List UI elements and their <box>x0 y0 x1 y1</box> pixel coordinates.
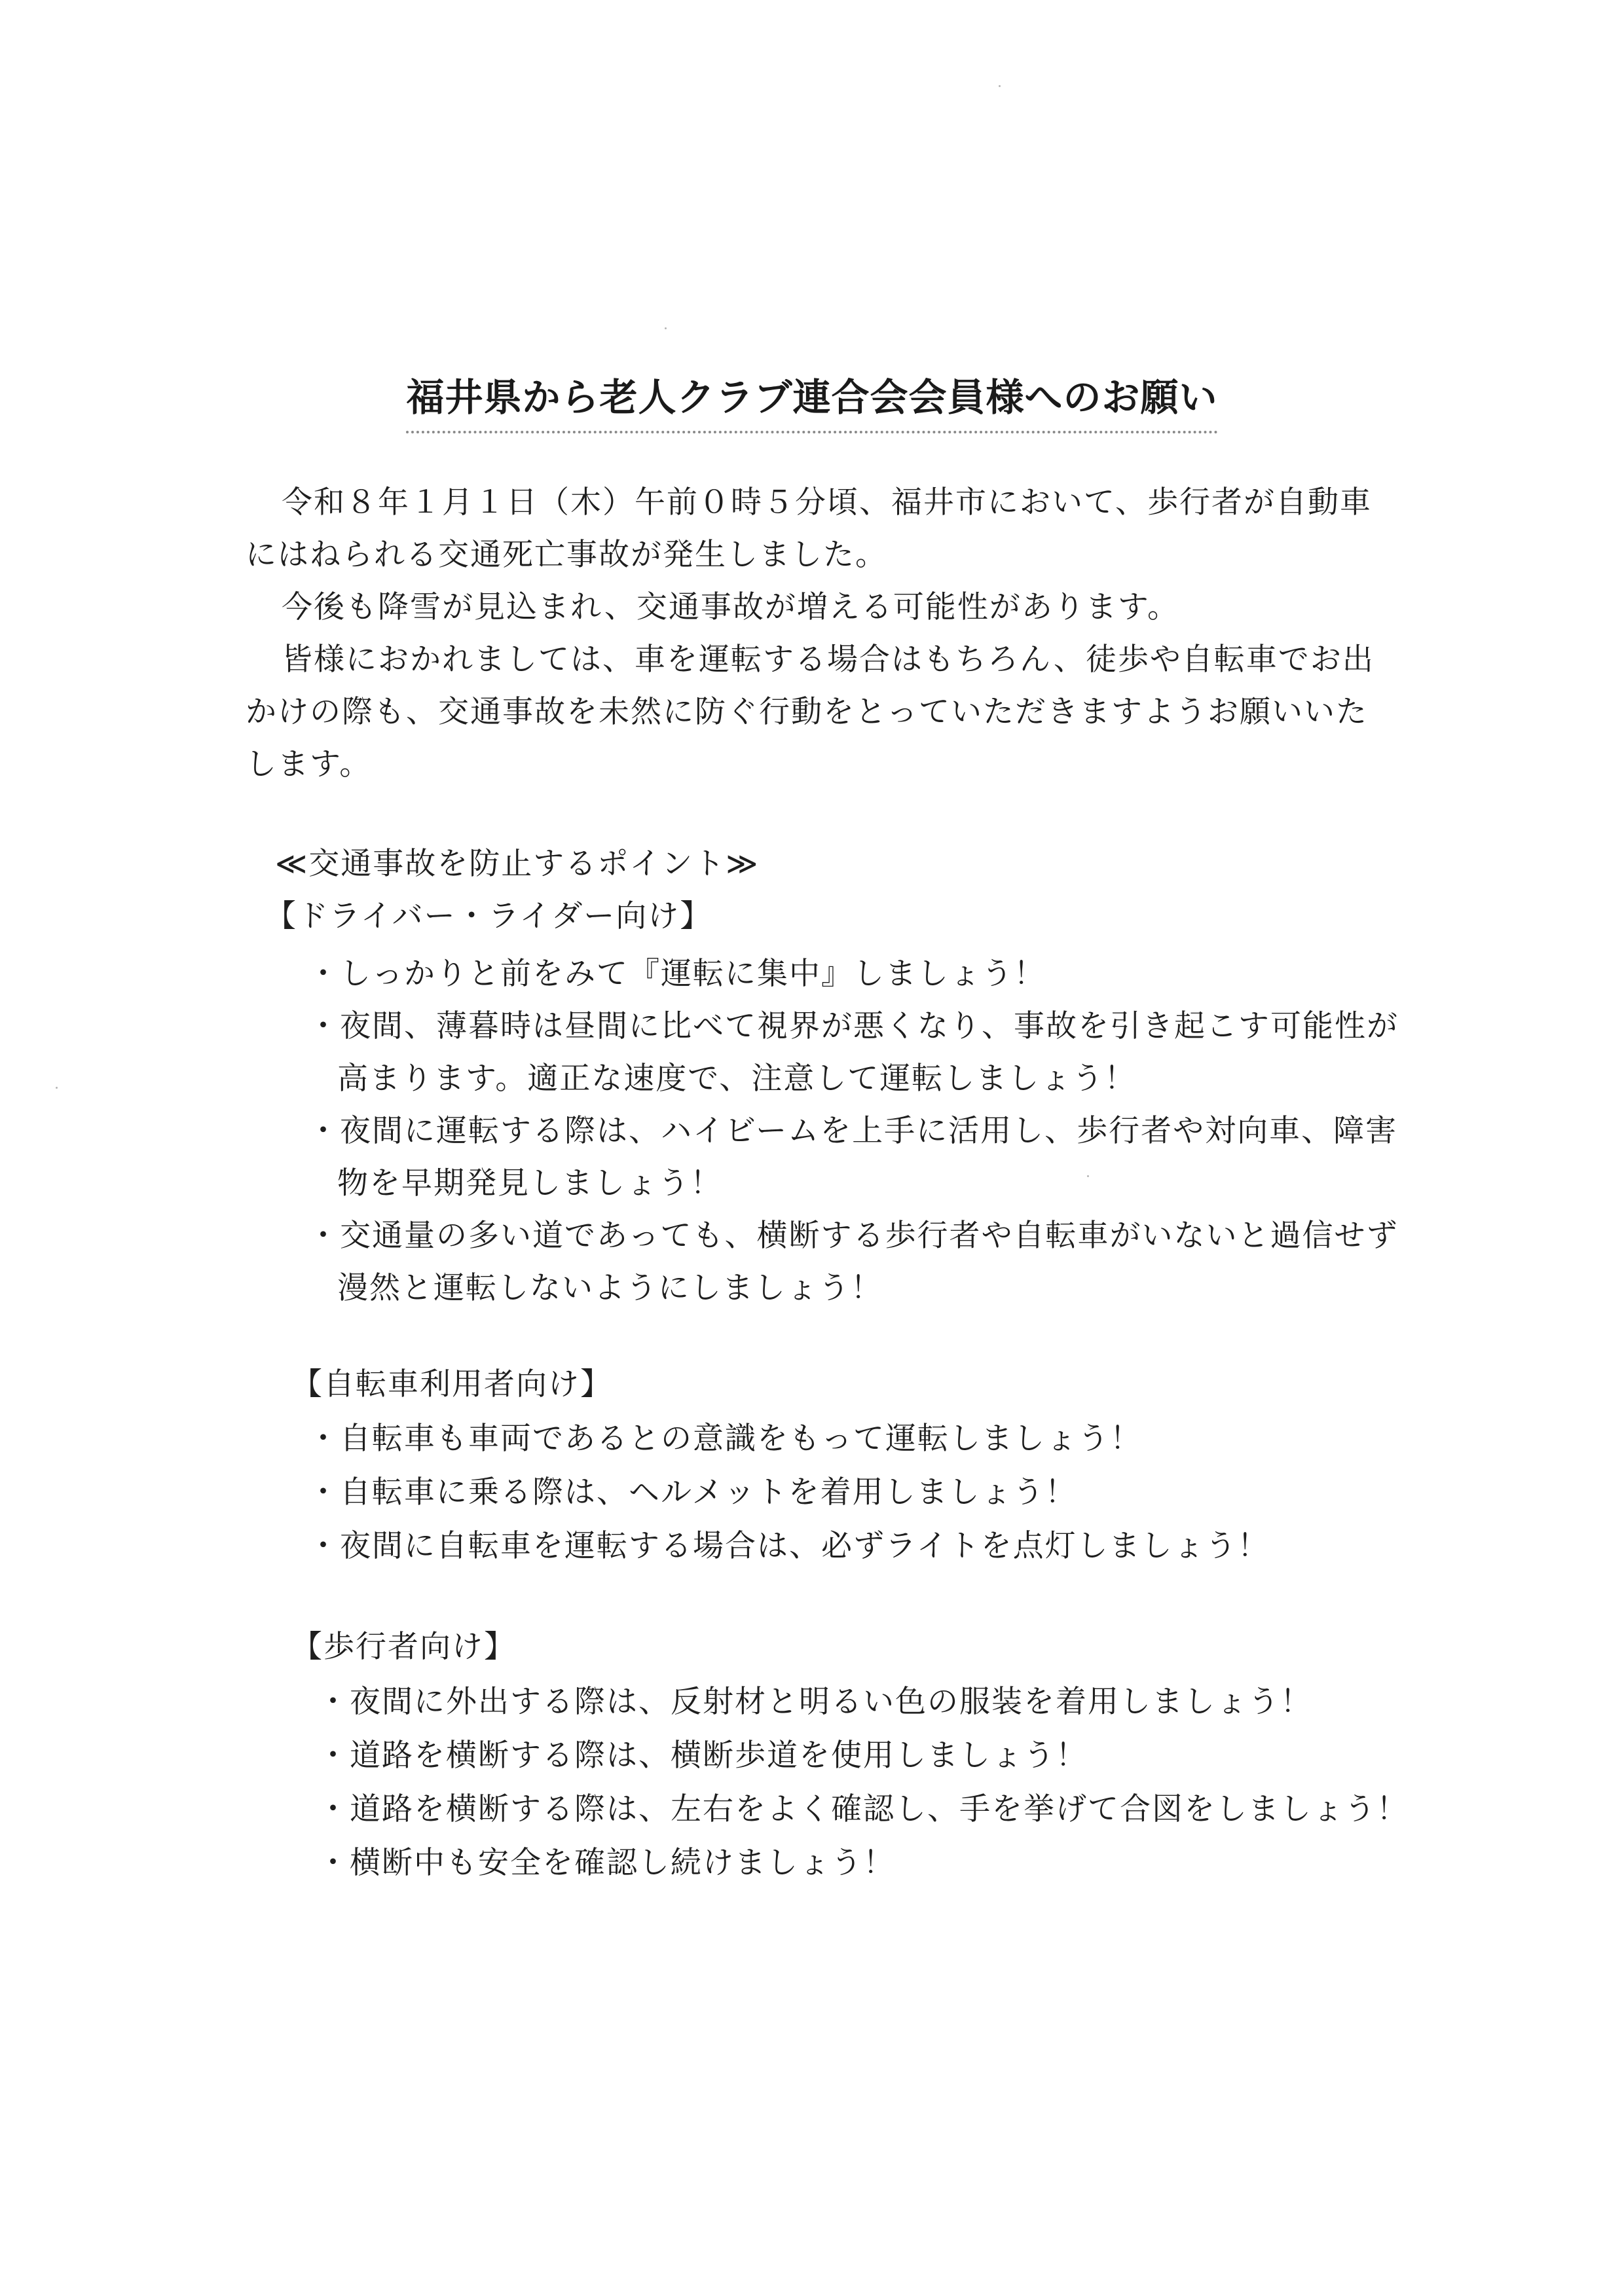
page-title: 福井県から老人クラブ連合会会員様へのお願い <box>406 367 1217 433</box>
section-label-pedestrians: 【歩行者向け】 <box>291 1629 516 1665</box>
scan-speck <box>56 1087 58 1089</box>
title-block <box>0 367 1624 433</box>
list-item-continuation: 物を早期発見しましょう！ <box>337 1165 722 1201</box>
section-label-drivers: 【ドライバー・ライダー向け】 <box>265 898 712 934</box>
intro-line: 今後も降雪が見込まれ、交通事故が増える可能性があります。 <box>282 589 1180 625</box>
list-item: ・自転車に乗る際は、ヘルメットを着用しましょう！ <box>308 1474 1077 1510</box>
list-item-continuation: 高まります。適正な速度で、注意して運転しましょう！ <box>337 1061 1137 1097</box>
intro-line: 令和８年１月１日（木）午前０時５分頃、福井市において、歩行者が自動車 <box>282 484 1373 520</box>
list-item: ・道路を横断する際は、左右をよく確認し、手を挙げて合図をしましょう！ <box>318 1791 1409 1827</box>
list-item-continuation: 漫然と運転しないようにしましょう！ <box>337 1270 883 1306</box>
list-item: ・しっかりと前をみて『運転に集中』しましょう！ <box>308 956 1046 992</box>
intro-line: かけの際も、交通事故を未然に防ぐ行動をとっていただきますようお願いいた <box>246 694 1369 730</box>
list-item: ・交通量の多い道であっても、横断する歩行者や自転車がいないと過信せず <box>308 1218 1399 1254</box>
intro-line: にはねられる交通死亡事故が発生しました。 <box>246 537 887 573</box>
section-label-cyclists: 【自転車利用者向け】 <box>291 1366 612 1402</box>
scan-speck <box>1087 1175 1089 1177</box>
list-item: ・道路を横断する際は、横断歩道を使用しましょう！ <box>318 1738 1088 1774</box>
list-item: ・自転車も車両であるとの意識をもって運転しましょう！ <box>308 1421 1142 1457</box>
list-item: ・夜間に自転車を運転する場合は、必ずライトを点灯しましょう！ <box>308 1528 1270 1564</box>
points-heading: ≪交通事故を防止するポイント≫ <box>275 846 760 882</box>
list-item: ・夜間に運転する際は、ハイビームを上手に活用し、歩行者や対向車、障害 <box>308 1113 1398 1149</box>
scan-speck <box>999 85 1001 87</box>
list-item: ・夜間、薄暮時は昼間に比べて視界が悪くなり、事故を引き起こす可能性が <box>308 1008 1399 1044</box>
scan-speck <box>665 327 667 329</box>
intro-line: します。 <box>246 746 372 782</box>
list-item: ・夜間に外出する際は、反射材と明るい色の服装を着用しましょう！ <box>318 1684 1312 1720</box>
intro-line: 皆様におかれましては、車を運転する場合はもちろん、徒歩や自転車でお出 <box>282 642 1375 678</box>
list-item: ・横断中も安全を確認し続けましょう！ <box>318 1845 895 1881</box>
